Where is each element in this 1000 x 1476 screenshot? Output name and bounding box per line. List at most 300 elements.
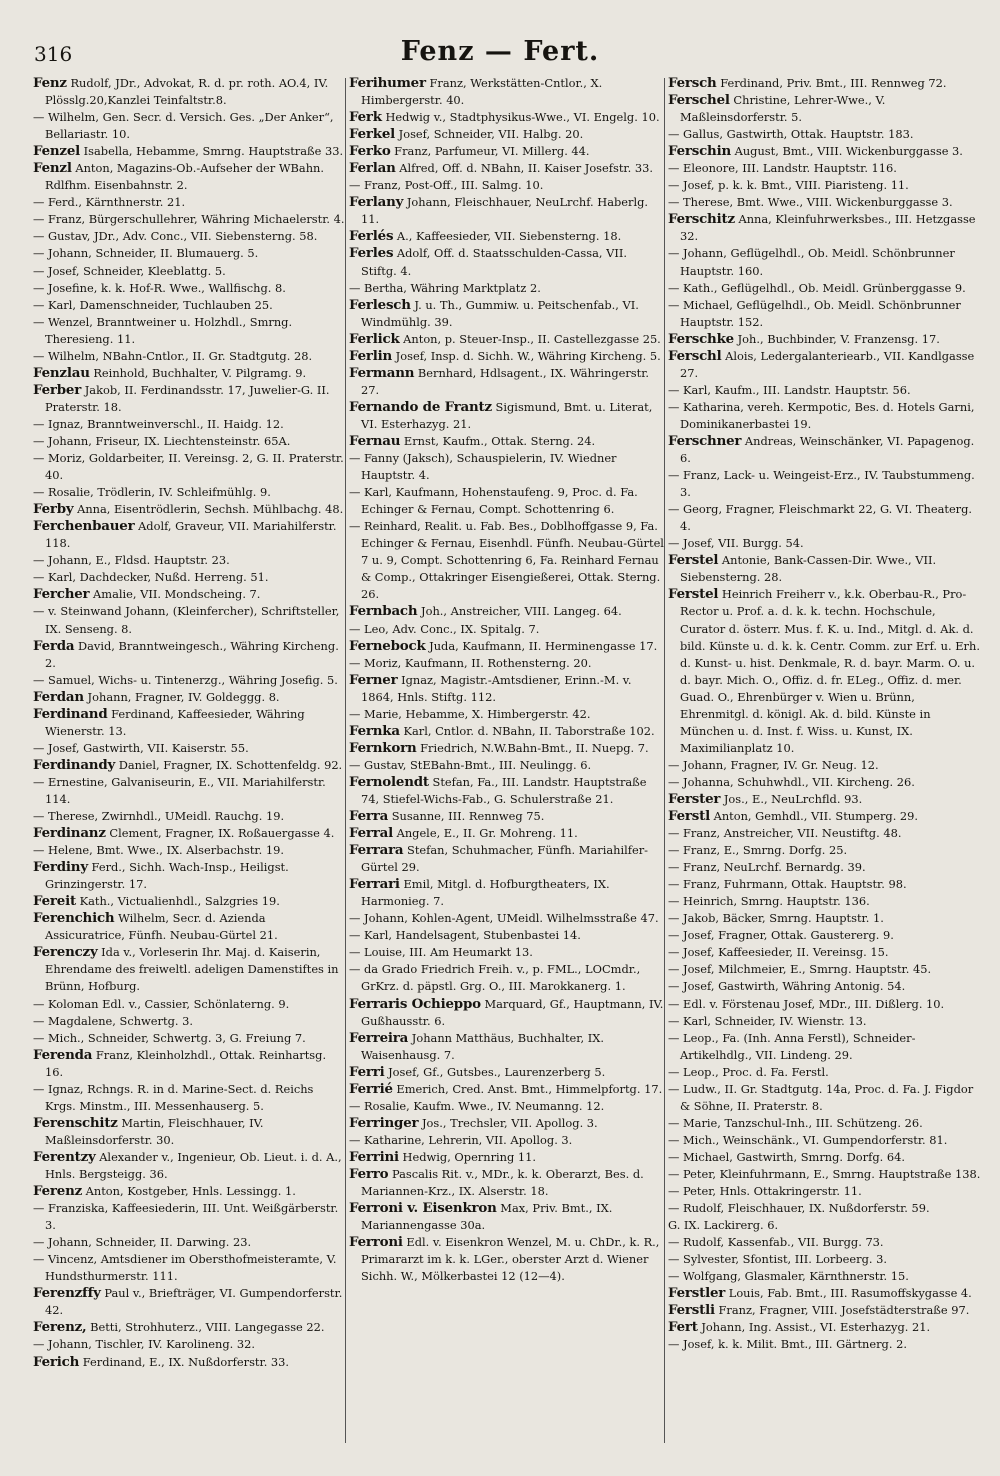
entry-details: — Vincenz, Amtsdiener im Obersthofmeisteramte, V. Hundsthurmerstr. 111. [33,1252,337,1284]
entry-details: — Johann, Geflügelhdl., Ob. Meidl. Schönbrunner Hauptstr. 160. [668,246,955,278]
directory-entry [668,996,984,1013]
entry-details: — Peter, Kleinfuhrmann, E., Smrng. Hauptstraße 138. [668,1167,981,1181]
entry-details: — Josef, Fragner, Ottak. Gaustererg. 9. [668,928,894,943]
directory-entry [668,774,984,791]
directory-entry [668,1302,984,1319]
entry-details: — Heinrich, Smrng. Hauptstr. 136. [668,894,870,909]
directory-entry [668,501,984,535]
entry-details: J. u. Th., Gummiw. u. Peitschenfab., VI. Windmühlg. 39. [361,297,639,329]
entry-surname: Fernolendt [349,773,429,790]
entry-details: — Georg, Fragner, Fleischmarkt 22, G. VI. Theaterg. 4. [668,502,973,534]
directory-entry [349,245,664,279]
entry-details: — Franz, Bürgerschullehrer, Währing Michaelerstr. 4. [33,212,345,227]
directory-entry [668,1217,984,1234]
directory-entry [349,825,664,842]
directory-entry [668,348,984,382]
entry-details: Alfred, Off. d. NBahn, II. Kaiser Josefstr. 33. [395,161,653,176]
directory-entry [349,944,664,961]
directory-entry [349,1149,664,1166]
entry-surname: Ferschl [668,347,722,364]
entry-details: Paul v., Briefträger, VI. Gumpendorferstr. 42. [45,1286,343,1318]
entry-details: — Karl, Schneider, IV. Wienstr. 13. [668,1013,867,1028]
entry-details: Karl, Cntlor. d. NBahn, II. Taborstraße 102. [399,723,655,738]
directory-entry [668,791,984,808]
entry-details: — Johann, Friseur, IX. Liechtensteinstr. 65A. [33,433,291,448]
entry-surname: Fernebock [349,637,426,654]
directory-entry [349,331,664,348]
entry-surname: Ferko [349,143,391,160]
entry-details: Anton, Magazins-Ob.-Aufseher der WBahn. Rdlfhm. Eisenbahnstr. 2. [45,161,325,193]
directory-entry [349,484,664,518]
entry-surname: Ferstel [668,586,719,603]
entry-surname: Ferenz [33,1183,83,1200]
entry-details: Anna, Eisentrödlerin, Sechsh. Mühlbachg. 48. [73,502,344,517]
directory-entry [668,75,984,92]
directory-entry [349,723,664,740]
directory-entry [33,1234,345,1251]
directory-entry [33,706,345,740]
entry-details: — Johann, Schneider, II. Blumauerg. 5. [33,246,259,261]
entry-details: — Katharina, vereh. Kermpotic, Bes. d. Hotels Garni, Dominikanerbastei 19. [668,399,975,431]
directory-entry [668,757,984,774]
entry-details: Rudolf, JDr., Advokat, R. d. pr. roth. AO.4, IV. Plösslg.20,Kanzlei Teinfaltstr.8. [45,76,329,108]
entry-details: Jakob, II. Ferdinandsstr. 17, Juwelier-G. II. Praterstr. 18. [45,382,330,414]
entry-details: — Johanna, Schuhwhdl., VII. Kircheng. 26. [668,774,915,789]
directory-entry [668,1132,984,1149]
entry-details: Franz, Kleinholzhdl., Ottak. Reinhartsg. 16. [45,1047,327,1079]
directory-entry [33,1149,345,1183]
entry-details: Sigismund, Bmt. u. Literat, VI. Esterhazyg. 21. [361,399,653,431]
entry-details: Johann Matthäus, Buchhalter, IX. Waisenhausg. 7. [361,1030,604,1062]
entry-details: — Fanny (Jaksch), Schauspielerin, IV. Wiedner Hauptstr. 4. [349,451,617,483]
entry-details: Andreas, Weinschänker, VI. Papagenog. 6. [680,433,975,466]
directory-entry [668,1234,984,1251]
directory-entry [668,535,984,552]
entry-details: — Leop., Fa. (Inh. Anna Ferstl), Schneider-Artikelhdlg., VII. Lindeng. 29. [668,1030,916,1062]
entry-details: Ferd., Sichh. Wach-Insp., Heiligst. Grinzingerstr. 17. [45,860,289,892]
entry-details: Ignaz, Magistr.-Amtsdiener, Erinn.-M. v. 1864, Hnls. Stiftg. 112. [361,672,632,704]
entry-surname: Ferstel [668,552,719,569]
entry-surname: Fenzlau [33,364,90,381]
directory-entry [349,655,664,672]
entry-surname: Ferdiny [33,859,88,876]
entry-details: — Wilhelm, NBahn-Cntlor., II. Gr. Stadtgutg. 28. [33,348,313,363]
entry-details: David, Branntweingesch., Währing Kircheng. 2. [45,638,339,670]
entry-surname: Ferstl [668,808,710,825]
directory-entry [33,433,345,450]
directory-entry [33,825,345,842]
entry-details: Adolf, Off. d. Staatsschulden-Cassa, VII. Stiftg. 4. [361,246,628,278]
directory-entry [33,75,345,109]
directory-entry [33,1030,345,1047]
entry-details: — Josef, Milchmeier, E., Smrng. Hauptstr. 45. [668,962,932,977]
entry-surname: Fereit [33,893,76,910]
column-rule [345,78,346,1443]
column-3 [668,75,984,1470]
directory-entry [668,978,984,995]
entry-details: Johann, Ing. Assist., VI. Esterhazyg. 21. [697,1320,931,1335]
directory-entry [33,501,345,518]
directory-entry [668,1251,984,1268]
directory-entry [33,996,345,1013]
directory-entry [349,808,664,825]
entry-details: Kath., Victualienhdl., Salzgries 19. [75,894,280,909]
entry-details: Ernst, Kaufm., Ottak. Sterng. 24. [400,433,596,448]
entry-details: Amalie, VII. Mondscheing. 7. [89,587,261,602]
entry-details: G. IX. Lackirerg. 6. [668,1218,779,1233]
directory-entry [349,126,664,143]
entry-surname: Ferroni v. Eisenkron [349,1200,497,1217]
entry-surname: Ferrié [349,1080,393,1097]
entry-details: Joh., Buchbinder, V. Franzensg. 17. [733,331,940,346]
directory-entry [33,1200,345,1234]
directory-entry [668,194,984,211]
entry-details: Christine, Lehrer-Wwe., V. Maßleinsdorferstr. 5. [680,93,886,125]
entry-details: Betti, Strohhuterz., VIII. Langegasse 22. [86,1320,325,1335]
entry-details: — Kath., Geflügelhdl., Ob. Meidl. Grünberggasse 9. [668,280,966,295]
directory-entry [349,75,664,109]
entry-surname: Ferra [349,808,389,825]
directory-entry [33,774,345,808]
entry-details: — Peter, Hnls. Ottakringerstr. 11. [668,1184,862,1199]
directory-entry [668,859,984,876]
directory-entry [349,1166,664,1200]
entry-details: — Moriz, Goldarbeiter, II. Vereinsg. 2, G. II. Praterstr. 40. [33,451,344,483]
directory-entry [33,910,345,944]
entry-surname: Ferdinandy [33,756,116,773]
entry-details: Juda, Kaufmann, II. Herminengasse 17. [425,638,658,653]
entry-details: — Reinhard, Realit. u. Fab. Bes., Doblhoffgasse 9, Fa. Echinger & Fernau, Eisenhdl. Fünfh. Neubau-Gürtel 7 u. 9, Compt. Schottenring 6, Fa. Reinhard Fernau & Comp., Ottakringer Eisengießerei, Ottak. Sterng. 26. [349,519,664,602]
entry-details: — Wilhelm, Gen. Secr. d. Versich. Ges. „Der Anker“, Bellariastr. 10. [33,110,334,142]
entry-details: — Franz, Lack- u. Weingeist-Erz., IV. Taubstummeng. 3. [668,468,975,500]
directory-entry [668,1285,984,1302]
entry-details: A., Kaffeesieder, VII. Siebensterng. 18. [393,229,622,244]
directory-entry [33,416,345,433]
directory-entry [349,433,664,450]
directory-entry [668,927,984,944]
directory-entry [33,1013,345,1030]
directory-entry [349,1030,664,1064]
entry-details: — Katharine, Lehrerin, VII. Apollog. 3. [349,1132,573,1147]
column-1 [33,75,345,1470]
entry-details: — Leop., Proc. d. Fa. Ferstl. [668,1064,829,1079]
page-number: 316 [34,42,73,66]
directory-entry [668,331,984,348]
entry-details: — Josef, Kaffeesieder, II. Vereinsg. 15. [668,945,889,960]
entry-surname: Ferrini [349,1148,399,1165]
entry-surname: Ferdan [33,688,84,705]
directory-entry [349,1081,664,1098]
directory-entry [33,160,345,194]
entry-details: Stefan, Schuhmacher, Fünfh. Mariahilfer-Gürtel 29. [361,843,648,875]
entry-surname: Ferschner [668,432,742,449]
directory-entry [668,126,984,143]
directory-entry [349,297,664,331]
entry-surname: Ferri [349,1063,385,1080]
directory-entry [668,177,984,194]
directory-entry [668,1081,984,1115]
entry-surname: Fersch [668,75,717,91]
directory-entry [349,961,664,995]
directory-entry [349,876,664,910]
entry-details: — Johann, E., Fldsd. Hauptstr. 23. [33,553,230,568]
entry-surname: Fermann [349,364,415,381]
entry-surname: Ferro [349,1166,389,1182]
entry-details: — Karl, Handelsagent, Stubenbastei 14. [349,928,581,943]
entry-details: Adolf, Graveur, VII. Mariahilferstr. 118. [45,519,337,551]
entry-details: Franz, Fragner, VIII. Josefstädterstraße 97. [714,1303,970,1318]
entry-details: — Franz, E., Smrng. Dorfg. 25. [668,843,848,858]
entry-surname: Ferentzy [33,1148,96,1165]
directory-entry [349,365,664,399]
directory-entry [668,1013,984,1030]
directory-entry [349,996,664,1030]
entry-details: Ferdinand, Kaffeesieder, Währing Wienerstr. 13. [45,706,305,738]
directory-entry [33,1251,345,1285]
entry-surname: Fenzel [33,143,81,160]
entry-details: — v. Steinwand Johann, (Kleinfercher), Schriftsteller, IX. Senseng. 8. [33,604,340,636]
entry-details: Jos., Trechsler, VII. Apollog. 3. [418,1115,598,1130]
entry-surname: Ferenda [33,1046,93,1063]
entry-details: Joh., Anstreicher, VIII. Langeg. 64. [417,604,622,619]
entry-details: August, Bmt., VIII. Wickenburggasse 3. [731,144,963,159]
directory-entry [668,825,984,842]
directory-entry [33,638,345,672]
entry-details: — Josefine, k. k. Hof-R. Wwe., Wallfischg. 8. [33,280,286,295]
entry-surname: Fernkorn [349,739,417,756]
entry-surname: Ferschitz [668,211,735,228]
directory-entry [668,1030,984,1064]
directory-entry [33,245,345,262]
directory-entry [33,280,345,297]
entry-details: — Therese, Bmt. Wwe., VIII. Wickenburggasse 3. [668,195,953,210]
directory-entry [33,1115,345,1149]
directory-entry [33,1183,345,1200]
directory-entry [33,569,345,586]
entry-surname: Ferber [33,381,82,398]
directory-entry [33,586,345,603]
entry-details: — Franz, Anstreicher, VII. Neustiftg. 48. [668,826,902,841]
directory-entry [349,1115,664,1132]
directory-entry [668,1149,984,1166]
directory-entry [33,450,345,484]
entry-details: Edl. v. Eisenkron Wenzel, M. u. ChDr., k. R., Primararzt im k. k. LGer., oberster Arzt d. Wiener Sichh. W., Mölkerbastei 12 (12—4). [361,1235,660,1284]
directory-entry [33,944,345,995]
entry-surname: Fernka [349,722,400,739]
directory-entry [668,280,984,297]
directory-entry [668,92,984,126]
directory-entry [33,859,345,893]
directory-entry [668,876,984,893]
directory-entry [349,757,664,774]
entry-surname: Ferlany [349,194,404,211]
directory-entry [33,211,345,228]
directory-entry [33,603,345,637]
entry-details: Angele, E., II. Gr. Mohreng. 11. [392,826,578,841]
entry-surname: Fenz [33,75,67,91]
directory-entry [33,263,345,280]
running-head: Fenz — Fert. [400,36,600,67]
directory-entry [349,399,664,433]
entry-details: — Michael, Geflügelhdl., Ob. Meidl. Schönbrunner Hauptstr. 152. [668,297,961,329]
entry-details: Hedwig v., Stadtphysikus-Wwe., VI. Engelg. 10. [381,110,660,125]
directory-entry [668,842,984,859]
directory-entry [668,1115,984,1132]
directory-entry [349,706,664,723]
directory-entry [33,228,345,245]
entry-details: — Karl, Damenschneider, Tuchlauben 25. [33,297,273,312]
directory-entry [33,518,345,552]
entry-details: — Gustav, JDr., Adv. Conc., VII. Siebensterng. 58. [33,229,318,244]
entry-details: — Samuel, Wichs- u. Tintenerzg., Währing Josefig. 5. [33,672,338,687]
directory-entry [668,382,984,399]
entry-surname: Ferner [349,671,398,688]
entry-surname: Fenzl [33,160,72,177]
directory-entry [668,1268,984,1285]
directory-entry [349,603,664,620]
entry-surname: Ferlin [349,347,393,364]
column-2 [349,75,664,1470]
entry-details: Ferdinand, Priv. Bmt., III. Rennweg 72. [716,76,947,90]
entry-surname: Ferlick [349,330,400,347]
directory-entry [668,1200,984,1217]
entry-details: Franz, Parfumeur, VI. Millerg. 44. [390,144,590,159]
directory-entry [349,842,664,876]
directory-entry [33,143,345,160]
entry-surname: Ferdinanz [33,825,106,842]
directory-entry [668,808,984,825]
entry-details: Bernhard, Hdlsagent., IX. Währingerstr. 27. [361,365,650,397]
directory-entry [349,160,664,177]
directory-entry [33,689,345,706]
entry-details: Ferdinand, E., IX. Nußdorferstr. 33. [79,1354,290,1369]
entry-details: Stefan, Fa., III. Landstr. Hauptstraße 74, Stiefel-Wichs-Fab., G. Schulerstraße 21. [361,774,647,806]
entry-details: — Jakob, Bäcker, Smrng. Hauptstr. 1. [668,911,884,926]
directory-entry [349,177,664,194]
entry-surname: Ferihumer [349,75,426,91]
entry-details: Josef, Insp. d. Sichh. W., Währing Kircheng. 5. [392,348,661,363]
directory-entry [33,297,345,314]
directory-entry [349,910,664,927]
entry-details: Marquard, Gf., Hauptmann, IV. Gußhausstr. 6. [361,996,664,1028]
entry-surname: Ferenchich [33,910,115,927]
directory-entry [668,586,984,756]
entry-details: — Wolfgang, Glasmaler, Kärnthnerstr. 15. [668,1269,909,1284]
entry-details: — Franziska, Kaffeesiederin, III. Unt. Weißgärberstr. 3. [33,1201,339,1233]
entry-details: — Josef, VII. Burgg. 54. [668,536,804,551]
entry-details: — Leo, Adv. Conc., IX. Spitalg. 7. [349,621,540,636]
entry-details: — Mich., Weinschänk., VI. Gumpendorferstr. 81. [668,1132,948,1147]
entry-details: — Johann, Fragner, IV. Gr. Neug. 12. [668,757,879,772]
entry-details: Heinrich Freiherr v., k.k. Oberbau-R., Pro-Rector u. Prof. a. d. k. k. techn. Hochschule, Curator d. österr. Mus. f. K. u. Ind., Mitgl. d. Ak. d. bild. Künste u. d. k. k. Centr. Comm. zur Erf. u. Erh. d. Kunst- u. hist. Denkmale, R. d. bayr. Marm. O. u. d. bayr. Mich. O., Offiz. d. fr. ELeg., Offiz. d. mer. Guad. O., Ehrenbürger v. Wien u. Brünn, Ehrenmitgl. d. königl. Ak. d. bild. Künste in München u. d. Inst. f. Wiss. u. Kunst, IX. Maximilianplatz 10. [680,587,980,755]
directory-entry [668,1064,984,1081]
directory-entry [33,1081,345,1115]
directory-entry [668,399,984,433]
entry-surname: Ferkel [349,126,396,143]
directory-entry [33,757,345,774]
directory-entry [668,1336,984,1353]
entry-details: Johann, Fleischhauer, NeuLrchf. Haberlg. 11. [361,195,649,227]
entry-details: — Rudolf, Fleischhauer, IX. Nußdorferstr. 59. [668,1201,930,1216]
entry-surname: Ferstli [668,1302,715,1319]
entry-details: — Moriz, Kaufmann, II. Rothensterng. 20. [349,655,592,670]
entry-surname: Ferich [33,1353,80,1370]
directory-entry [33,382,345,416]
directory-entry [668,1166,984,1183]
directory-entry [668,160,984,177]
directory-entry [33,672,345,689]
entry-surname: Ferrari [349,876,400,893]
entry-surname: Ferschel [668,92,730,109]
directory-entry [349,927,664,944]
entry-surname: Ferschin [668,143,731,160]
entry-details: — Ignaz, Branntweinverschl., II. Haidg. 12. [33,416,284,431]
entry-surname: Ferstler [668,1285,726,1302]
entry-details: — Koloman Edl. v., Cassier, Schönlaterng. 9. [33,996,290,1011]
directory-entry [349,194,664,228]
entry-details: Reinhold, Buchhalter, V. Pilgramg. 9. [89,365,307,380]
directory-entry [349,450,664,484]
directory-entry [33,314,345,348]
directory-entry [668,1183,984,1200]
entry-surname: Ferenschitz [33,1114,118,1131]
entry-details: Ida v., Vorleserin Ihr. Maj. d. Kaiserin, Ehrendame des freiweltl. adeligen Damenstiftes in Brünn, Hofburg. [45,945,339,994]
entry-surname: Ferrara [349,842,404,859]
directory-entry [349,1098,664,1115]
entry-details: — Mich., Schneider, Schwertg. 3, G. Freiung 7. [33,1030,306,1045]
entry-details: Louis, Fab. Bmt., III. Rasumoffskygasse 4. [725,1286,972,1301]
entry-details: — Josef, Gastwirth, VII. Kaiserstr. 55. [33,740,249,755]
entry-surname: Ferles [349,245,394,262]
entry-details: — Franz, Fuhrmann, Ottak. Hauptstr. 98. [668,877,907,892]
directory-entry [668,1319,984,1336]
entry-surname: Ferlesch [349,296,411,313]
directory-entry [33,808,345,825]
directory-entry [349,621,664,638]
entry-details: — Louise, III. Am Heumarkt 13. [349,945,533,960]
entry-surname: Ferroni [349,1234,403,1251]
entry-details: — Marie, Tanzschul-Inh., III. Schützeng. 26. [668,1115,923,1130]
directory-entry [349,518,664,603]
entry-details: — Karl, Kaufm., III. Landstr. Hauptstr. 56. [668,382,911,397]
entry-details: Wilhelm, Secr. d. Azienda Assicuratrice, Fünfh. Neubau-Gürtel 21. [45,911,278,943]
entry-details: — Eleonore, III. Landstr. Hauptstr. 116. [668,161,897,176]
entry-details: — Ernestine, Galvaniseurin, E., VII. Mariahilferstr. 114. [33,774,326,806]
entry-surname: Ferda [33,637,75,654]
directory-entry [349,1234,664,1285]
directory-entry [349,280,664,297]
entry-surname: Ferschke [668,330,734,347]
entry-details: Emerich, Cred. Anst. Bmt., Himmelpfortg. 17. [392,1081,663,1096]
entry-details: Anton, Gemhdl., VII. Stumperg. 29. [709,809,919,824]
directory-entry [668,143,984,160]
entry-details: — Johann, Kohlen-Agent, UMeidl. Wilhelmsstraße 47. [349,911,659,926]
entry-surname: Ferreira [349,1029,409,1046]
directory-entry [33,552,345,569]
entry-details: Pascalis Rit. v., MDr., k. k. Oberarzt, Bes. d. Mariannen-Krz., IX. Alserstr. 18. [361,1167,644,1199]
directory-entry [33,1319,345,1336]
directory-entry [33,893,345,910]
entry-details: — Helene, Bmt. Wwe., IX. Alserbachstr. 19. [33,843,284,858]
directory-entry [349,1200,664,1234]
entry-surname: Ferenz, [33,1319,87,1336]
entry-details: — Rosalie, Trödlerin, IV. Schleifmühlg. 9. [33,485,271,500]
entry-details: — Ignaz, Rchngs. R. in d. Marine-Sect. d. Reichs Krgs. Minstm., III. Messenhauserg. 5. [33,1081,314,1113]
entry-details: — Therese, Zwirnhdl., UMeidl. Rauchg. 19. [33,809,285,824]
entry-details: — Josef, p. k. k. Bmt., VIII. Piaristeng. 11. [668,178,909,193]
entry-details: — Edl. v. Förstenau Josef, MDr., III. Dißlerg. 10. [668,996,945,1011]
entry-details: — Ludw., II. Gr. Stadtgutg. 14a, Proc. d. Fa. J. Figdor & Söhne, II. Praterstr. 8. [668,1081,974,1113]
